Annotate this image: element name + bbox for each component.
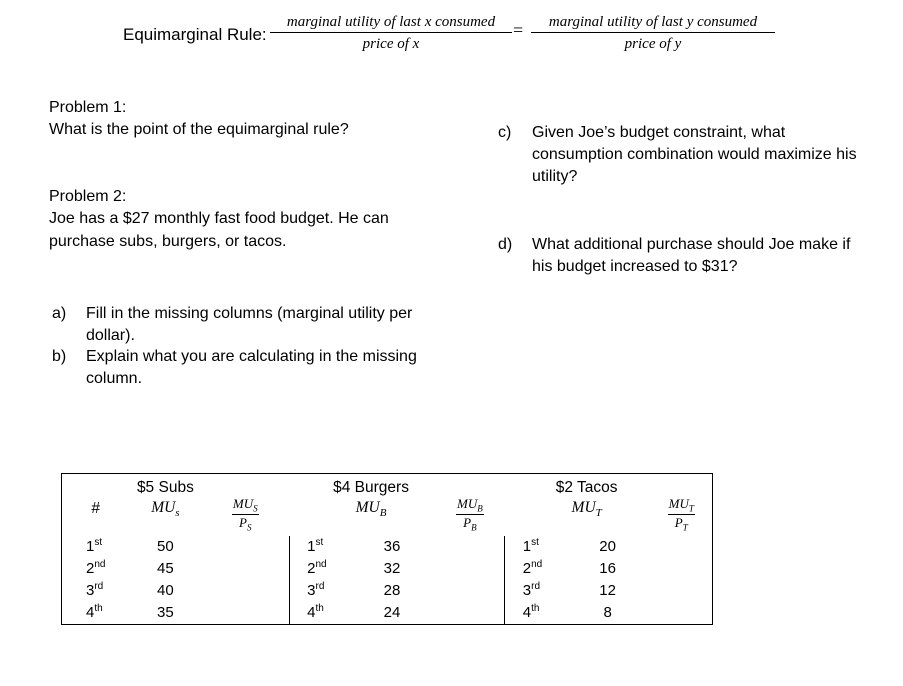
question-a-line1: Fill in the missing columns (marginal utility per xyxy=(86,305,413,322)
tacos-mu-label: $MU_T$ xyxy=(571,499,602,520)
rank-1: 1st xyxy=(86,536,103,555)
burgers-mu-value: 28 xyxy=(383,581,401,599)
rank-2: 2nd xyxy=(522,558,543,577)
tacos-mu-column xyxy=(565,536,651,625)
tacos-ratio-header: $\frac{MU_T}{P_T}$ xyxy=(668,496,694,533)
question-b-line2: column. xyxy=(86,370,143,387)
rank-3: 3rd xyxy=(307,580,325,599)
rank-4: 4th xyxy=(522,602,540,621)
question-d-label: d) xyxy=(498,236,513,253)
burgers-mu-value: 24 xyxy=(383,603,401,621)
question-d xyxy=(498,234,898,278)
left-denominator: price of x xyxy=(362,36,420,52)
subs-header xyxy=(129,474,201,536)
question-c xyxy=(498,122,898,188)
question-b xyxy=(52,346,452,390)
equimarginal-rule-label: Equimarginal Rule: xyxy=(123,25,267,44)
burgers-title: $4 Burgers xyxy=(333,479,409,496)
right-numerator: marginal utility of last y consumed xyxy=(531,14,775,33)
tacos-header xyxy=(523,474,651,536)
rank-4: 4th xyxy=(307,602,324,621)
tacos-rank-column xyxy=(523,536,565,625)
question-c-line1: Given Joe’s budget constraint, what xyxy=(532,124,786,141)
subs-mu-value: 35 xyxy=(157,603,174,621)
tacos-divider xyxy=(505,536,523,625)
tacos-mu-value: 12 xyxy=(599,581,616,599)
tacos-ratio-blank xyxy=(651,536,713,625)
rank-2: 2nd xyxy=(307,558,327,577)
question-c-line3: utility? xyxy=(532,168,578,185)
right-denominator: price of y xyxy=(624,36,682,52)
tacos-mu-value: 16 xyxy=(599,559,616,577)
question-b-line1: Explain what you are calculating in the missing xyxy=(86,348,417,365)
subs-title: $5 Subs xyxy=(136,479,194,496)
subs-mu-value: 40 xyxy=(157,581,174,599)
subs-rank-column xyxy=(62,536,130,625)
question-a-label: a) xyxy=(52,305,67,322)
table-body-row xyxy=(62,536,713,625)
rank-4: 4th xyxy=(86,602,103,621)
question-d-line2: his budget increased to $31? xyxy=(532,258,738,275)
subs-mu-value: 50 xyxy=(157,537,174,555)
rank-3: 3rd xyxy=(86,580,104,599)
burgers-mu-value: 32 xyxy=(383,559,401,577)
left-fraction xyxy=(270,14,512,53)
subs-mu-column xyxy=(129,536,201,625)
rank-2: 2nd xyxy=(86,558,106,577)
rank-3: 3rd xyxy=(522,580,541,599)
marginal-utility-table xyxy=(61,473,713,625)
burgers-rank-column xyxy=(307,536,349,625)
burgers-mu-column xyxy=(349,536,435,625)
problem2-line2: purchase subs, burgers, or tacos. xyxy=(49,233,287,250)
rank-1: 1st xyxy=(522,536,539,555)
burgers-ratio-blank xyxy=(435,536,505,625)
tacos-title: $2 Tacos xyxy=(555,479,618,496)
question-c-line2: consumption combination would maximize his xyxy=(532,146,857,163)
table-header-row xyxy=(62,474,713,536)
rank-1: 1st xyxy=(307,536,324,555)
left-numerator: marginal utility of last x consumed xyxy=(270,14,512,33)
tacos-mu-value: 20 xyxy=(599,537,616,555)
problem1-question: What is the point of the equimarginal rule? xyxy=(49,121,349,138)
burgers-ratio-header: $\frac{MU_B}{P_B}$ xyxy=(457,496,483,533)
burgers-mu-value: 36 xyxy=(383,537,401,555)
problem2-title: Problem 2: xyxy=(49,188,127,205)
question-a xyxy=(52,303,452,347)
burgers-mu-label: $MU_B$ xyxy=(355,499,387,520)
subs-ratio-header: $\frac{MU_S}{P_S}$ xyxy=(232,496,258,533)
question-b-label: b) xyxy=(52,348,67,365)
subs-mu-label: $MU_s$ xyxy=(151,499,180,520)
problem1-title: Problem 1: xyxy=(49,99,127,116)
right-fraction xyxy=(531,14,775,53)
question-c-label: c) xyxy=(498,124,512,141)
equals-sign: = xyxy=(513,20,524,40)
question-d-line1: What additional purchase should Joe make if xyxy=(532,236,851,253)
tacos-mu-value: 8 xyxy=(603,603,612,621)
subs-mu-value: 45 xyxy=(157,559,174,577)
burgers-header xyxy=(307,474,435,536)
problem2-line1: Joe has a $27 monthly fast food budget. He can xyxy=(49,210,389,227)
subs-ratio-blank xyxy=(201,536,289,625)
rank-header: # xyxy=(91,499,101,517)
burgers-divider xyxy=(289,536,307,625)
question-a-line2: dollar). xyxy=(86,327,135,344)
